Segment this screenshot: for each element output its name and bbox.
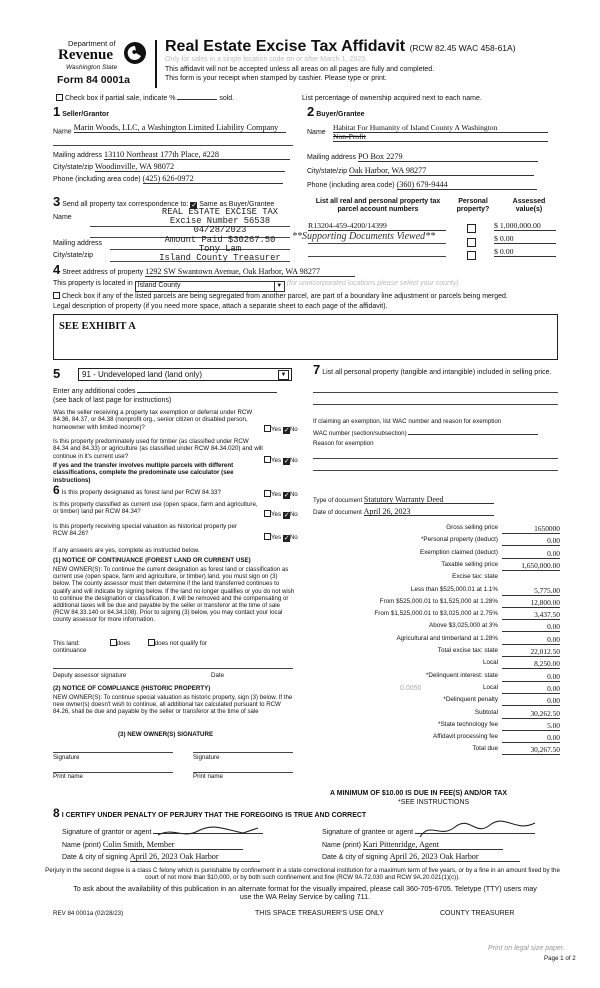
use-code-select[interactable]: [78, 368, 292, 381]
county-treasurer: COUNTY TREASURER: [440, 910, 515, 917]
alt-format-notice: To ask about the availability of this publication in an alternate format for the visually impaired, please call 360-705-6705. Teletype (TTY) users may use the WA Relay Service by calling 711.: [73, 884, 537, 902]
land-row: This land: does does not qualify for: [53, 640, 208, 647]
watermark-note: Only for sales in a single location code on or after March 1, 2023.: [165, 56, 367, 63]
see-instructions: *SEE INSTRUCTIONS: [398, 799, 470, 806]
wac-row: WAC number (section/subsection): [313, 430, 538, 437]
calc-value[interactable]: 1,650,000.00: [502, 561, 560, 571]
buyer-mail-row: Mailing address PO Box 2279: [307, 153, 538, 162]
owner-sig-label-1: Signature: [53, 754, 80, 761]
seller-mail-row: Mailing address 13110 Northeast 177th Place, #228: [53, 151, 290, 160]
calc-value[interactable]: 0.00: [502, 635, 560, 645]
treasurer-use-only: THIS SPACE TREASURER'S USE ONLY: [255, 910, 384, 917]
section5-num: 5: [53, 366, 61, 381]
calc-value[interactable]: 0.00: [502, 672, 560, 682]
section3-name-label: Name: [53, 214, 72, 221]
seller-heading: 1 Seller/Grantor: [53, 104, 109, 119]
title-rcw: (RCW 82.45 WAC 458-61A): [409, 43, 516, 53]
partial-sale-checkbox[interactable]: [56, 94, 63, 101]
supporting-docs-stamp: **Supporting Documents Viewed**: [292, 231, 436, 242]
section3-city-label: City/state/zip: [53, 252, 94, 259]
buyer-name-label: Name: [307, 129, 326, 136]
dept-line: Department of: [68, 39, 116, 48]
dropdown-arrow-icon: ▼: [274, 282, 284, 291]
calc-label: Local: [482, 659, 498, 667]
calc-row: [310, 536, 560, 547]
calc-value[interactable]: 30,267.50: [502, 745, 560, 755]
calc-row: [310, 622, 560, 633]
grantor-name[interactable]: Colin Smith, Member: [103, 841, 243, 850]
legal-desc-text: SEE EXHIBIT A: [59, 321, 136, 332]
calc-row: [310, 672, 560, 683]
exemption-no[interactable]: ✓: [283, 427, 290, 434]
assessed-1[interactable]: $ 1,000,000.00: [494, 221, 556, 231]
additional-codes-row: Enter any additional codes: [53, 388, 277, 396]
timber-yes[interactable]: [264, 456, 271, 463]
minimum-due: A MINIMUM OF $10.00 IS DUE IN FEE(S) AND/OR TAX: [330, 790, 508, 797]
calc-row: [310, 586, 560, 597]
current-use-yes[interactable]: [264, 510, 271, 517]
buyer-phone[interactable]: (360) 679-9444: [397, 181, 537, 190]
doc-date[interactable]: April 26, 2023: [364, 508, 494, 516]
seller-name[interactable]: Marin Woods, LLC, a Washington Limited Liability Company: [74, 124, 286, 133]
calc-row: [310, 721, 560, 732]
calc-row: [310, 635, 560, 646]
forest-no[interactable]: ✓: [283, 492, 290, 499]
timber-no[interactable]: ✓: [283, 458, 290, 465]
calc-row: [310, 561, 560, 572]
calc-row: [310, 733, 560, 744]
calc-label: *State technology fee: [438, 720, 498, 728]
county-value: Island County: [137, 282, 181, 289]
historic-yes[interactable]: [264, 533, 271, 540]
calc-label: Total due: [472, 745, 498, 753]
grantor-sig-row: Signature of grantor or agent: [62, 829, 263, 837]
grantee-date-row: Date & city of signing April 26, 2023 Oak Harbor: [322, 853, 520, 862]
partial-sale-percent[interactable]: [177, 99, 217, 100]
calc-label: Agricultural and timberland at 1.28%: [396, 634, 498, 642]
calc-row: [310, 684, 560, 695]
timber-answer: Yes ✓No: [264, 456, 298, 465]
seller-city[interactable]: Woodinville, WA 98072: [95, 163, 285, 172]
partial-sale-row: [56, 94, 234, 103]
notice-continuance-text: NEW OWNER(S): To continue the current designation as forest land or classification as current use (open space, farm and agriculture, or timber) land, you must sign on (3) below. The county assessor must then determine if the land transferred continues to qualify and will indicate by signing below. If the land no longer qualifies or you do not wish to continue the designation or classification, it will be removed and the compensating or additional taxes will be due and payable by the seller or transferor at the time of sale (RCW 84.33.140 or 84.34.108). Prior to signing (3) below, you may contact your local county assessor for more information.: [53, 566, 295, 624]
owner-print-label-1: Print name: [53, 773, 83, 780]
stamp-line-1: REAL ESTATE EXCISE TAX: [161, 207, 279, 217]
use-code-value: 91 - Undeveloped land (land only): [82, 370, 203, 379]
exemption-reason-label: Reason for exemption: [313, 440, 374, 447]
notice-continuance-heading: (1) NOTICE OF CONTINUANCE (FOREST LAND OR CURRENT USE): [53, 557, 251, 564]
calc-label: *Personal property (deduct): [420, 536, 498, 544]
calc-label: Subtotal: [474, 708, 498, 716]
exemption-question: Was the seller receiving a property tax exemption or deferral under RCW 84.36, 84.37, or 84.38 (nonprofit org., senior citizen or disabled person, homeowner with limited income)?: [53, 409, 253, 431]
grantor-signature-icon: [153, 825, 263, 839]
timber-question: Is this property predominately used for timber (as classified under RCW 84.34 and 84.33) or agriculture (as classified under RCW 84.34.020) and will continue in it's current use?: [53, 438, 263, 460]
exemption-claim-label: If claiming an exemption, list WAC number and reason for exemption: [313, 418, 502, 425]
calc-label: Total excise tax: state: [437, 647, 498, 654]
legal-desc-box[interactable]: [53, 314, 558, 360]
parcels-header: List all real and personal property tax parcel account numbers: [315, 198, 441, 214]
dor-swirl-icon: [122, 40, 148, 66]
calc-label: Above $3,025,000 at 3%: [429, 622, 498, 630]
calc-label: From $525,000.01 to $1,525,000 at 1.28%: [379, 597, 498, 605]
calc-value[interactable]: 0.00: [502, 549, 560, 559]
seller-city-row: City/state/zip Woodinville, WA 98072: [53, 163, 285, 172]
codes-note: (see back of last page for instructions): [53, 397, 172, 404]
page-title: [165, 38, 516, 56]
grantee-sig-row: Signature of grantee or agent: [322, 829, 535, 837]
calc-row: [310, 598, 560, 609]
calc-label: From $1,525,000.01 to $3,025,000 at 2.75%: [374, 610, 498, 618]
calc-value[interactable]: 1650000: [502, 524, 560, 534]
stamp-line-6: Island County Treasurer: [159, 253, 281, 264]
form-rev: REV 84 0001a (02/28/23): [53, 910, 124, 917]
state-line: Washington State: [66, 64, 118, 71]
notice-compliance-text: NEW OWNER(S): To continue special valuation as historic property, sign (3) below. If the new owner(s) doesn't wish to continue, all additional tax calculated pursuant to RCW 84.26, shall be due and payable by the seller or transferor at the time of sale: [53, 694, 293, 716]
calc-row: [310, 696, 560, 707]
section3-heading: 3 Send all property tax correspondence to: ✓ Same as Buyer/Grantee: [53, 194, 275, 209]
treasurer-stamp: [150, 208, 290, 263]
property-address[interactable]: 1292 SW Swantown Avenue, Oak Harbor, WA 98277: [145, 268, 355, 277]
header-divider: [155, 40, 157, 88]
local-rate: 0.0050: [400, 685, 422, 692]
deputy-date-label: Date: [211, 672, 225, 679]
calc-value[interactable]: 0.00: [502, 622, 560, 632]
seller-name-row: [53, 124, 293, 137]
located-row: This property is located in Island County ▼ (for unincorporated locations please select your county): [53, 280, 459, 292]
stamp-line-4: Amount Paid $30267.50: [164, 234, 276, 245]
section3-mail-label: Mailing address: [53, 240, 103, 247]
personal-property-header: Personal property?: [456, 198, 490, 214]
stamp-line-3: 04/28/2023: [193, 225, 247, 236]
buyer-heading: 2 Buyer/Grantee: [307, 104, 365, 119]
calc-value[interactable]: 22,012.50: [502, 647, 560, 657]
legal-desc-label: Legal description of property (if you need more space, attach a separate sheet to each page of the affidavit).: [53, 303, 388, 310]
calc-row: [310, 573, 560, 584]
owner-sig-label-2: Signature: [193, 754, 220, 761]
title-text: Real Estate Excise Tax Affidavit: [165, 38, 406, 55]
calc-label: Local: [482, 683, 498, 691]
additional-codes-input[interactable]: [137, 392, 277, 393]
ownership-note: List percentage of ownership acquired next to each name.: [302, 95, 482, 102]
new-owner-sig-heading: (3) NEW OWNER(S) SIGNATURE: [118, 731, 214, 738]
owner-print-label-2: Print name: [193, 773, 223, 780]
calc-row: [310, 610, 560, 621]
assessed-2[interactable]: $ 0.00: [494, 234, 556, 244]
current-use-no[interactable]: ✓: [283, 512, 290, 519]
notice-2: This form is your receipt when stamped by cashier. Please type or print.: [165, 75, 387, 82]
personal-property-heading: 7 List all personal property (tangible and intangible) included in selling price.: [313, 362, 552, 377]
grantee-name[interactable]: Kari Pittenridge, Agent: [363, 841, 503, 850]
stamp-line-5: Tony Lam: [198, 243, 242, 254]
assessed-3[interactable]: $ 0.00: [494, 247, 556, 257]
seller-phone-row: Phone (including area code) (425) 626-0972: [53, 175, 283, 184]
calc-label: Taxable selling price: [441, 560, 498, 568]
continuance-label: continuance: [53, 647, 87, 654]
grantor-name-row: Name (print) Colin Smith, Member: [62, 841, 243, 850]
calc-value[interactable]: 0.00: [502, 733, 560, 743]
grantor-signature[interactable]: [153, 833, 263, 834]
calc-label: Gross selling price: [446, 524, 498, 531]
calc-value[interactable]: 12,800.00: [502, 598, 560, 608]
buyer-phone-row: Phone (including area code) (360) 679-9444: [307, 181, 537, 190]
buyer-city[interactable]: Oak Harbor, WA 98277: [349, 167, 534, 176]
calc-value[interactable]: 5,775.00: [502, 586, 560, 596]
buyer-city-row: City/state/zip Oak Harbor, WA 98277: [307, 167, 534, 176]
county-select[interactable]: [135, 281, 285, 292]
calc-label: *Delinquent interest: state: [425, 671, 498, 679]
historic-answer: Yes ✓No: [264, 533, 298, 542]
legal-paper-note: Print on legal size paper.: [488, 945, 565, 952]
calc-value[interactable]: 0.00: [502, 696, 560, 706]
calc-row: [310, 647, 560, 658]
timber-note: If yes and the transfer involves multiple parcels with different classifications, complete the predominate use calculator (see instructions): [53, 462, 234, 484]
stamp-line-2: Excise Number 56538: [169, 216, 271, 227]
calc-value[interactable]: 8,250.00: [502, 659, 560, 669]
wac-input[interactable]: [408, 434, 538, 435]
sold-label: sold.: [219, 95, 235, 102]
calc-label: *Delinquent penalty: [443, 696, 498, 704]
parcel-1[interactable]: R13204-459-4200/14399: [308, 221, 446, 231]
segregated-row: Check box if any of the listed parcels are being segregated from another parcel, are part of a boundary line adjustment or parcels being merged.: [53, 292, 508, 301]
grantee-date[interactable]: April 26, 2023 Oak Harbor: [390, 853, 520, 862]
buyer-mail[interactable]: PO Box 2279: [358, 153, 538, 162]
grantee-name-row: Name (print) Kari Pittenridge, Agent: [322, 841, 503, 850]
section4-row: 4 Street address of property 1292 SW Swantown Avenue, Oak Harbor, WA 98277: [53, 266, 355, 277]
grantee-signature-icon: [415, 819, 545, 841]
forest-answer: Yes ✓No: [264, 490, 298, 499]
certify-line: 8 I CERTIFY UNDER PENALTY OF PERJURY THAT THE FOREGOING IS TRUE AND CORRECT: [53, 806, 367, 820]
page-number: Page 1 of 2: [544, 955, 576, 962]
calc-value[interactable]: 0.00: [502, 684, 560, 694]
seller-name-rule2: [53, 145, 293, 146]
calc-row: [310, 524, 560, 535]
calc-value[interactable]: 0.00: [502, 536, 560, 546]
calc-value[interactable]: 30,262.50: [502, 709, 560, 719]
county-hint: (for unincorporated locations please select your county): [286, 280, 459, 287]
forest-yes[interactable]: [264, 490, 271, 497]
doc-date-row: Date of document April 26, 2023: [313, 508, 494, 516]
calc-label: Excise tax: state: [452, 573, 498, 581]
doc-type-row: Type of document Statutory Warranty Deed: [313, 496, 494, 504]
form-number: Form 84 0001a: [57, 74, 130, 86]
seller-name-label: Name: [53, 128, 72, 136]
exemption-answer: Yes ✓No: [264, 425, 298, 434]
calc-row: [310, 745, 560, 756]
historic-question: Is this property receiving special valuation as historical property per RCW 84.26?: [53, 523, 237, 538]
grantor-date-row: Date & city of signing April 26, 2023 Oak Harbor: [62, 853, 260, 862]
grantor-date[interactable]: April 26, 2023 Oak Harbor: [130, 853, 260, 862]
segregated-checkbox[interactable]: [53, 292, 60, 299]
dropdown-arrow-icon: ▼: [278, 370, 289, 380]
historic-no[interactable]: ✓: [283, 535, 290, 542]
seller-phone[interactable]: (425) 626-0972: [143, 175, 283, 184]
calc-row: [310, 709, 560, 720]
exemption-yes[interactable]: [264, 425, 271, 432]
grantee-signature[interactable]: [415, 833, 535, 834]
buyer-name-1[interactable]: Habitat For Humanity of Island County A Washington: [333, 123, 548, 133]
if-yes-instr: If any answers are yes, complete as instructed below.: [53, 547, 200, 554]
deputy-sig-label: Deputy assessor signature: [53, 672, 127, 679]
calc-label: Exemption claimed (deduct): [419, 548, 498, 556]
does-not-checkbox[interactable]: [148, 639, 155, 646]
notice-compliance-heading: (2) NOTICE OF COMPLIANCE (HISTORIC PROPERTY): [53, 685, 211, 692]
calc-value[interactable]: 3,437.50: [502, 610, 560, 620]
calc-label: Affidavit processing fee: [433, 733, 498, 741]
current-use-question: Is this property classified as current use (open space, farm and agriculture, or timber) land per RCW 84.34?: [53, 501, 258, 516]
notice-1: This affidavit will not be accepted unless all areas on all pages are fully and completed.: [165, 66, 435, 73]
seller-mail[interactable]: 13110 Northeast 177th Place, #228: [104, 151, 290, 160]
pp-checkbox-3[interactable]: [467, 246, 476, 264]
same-as-buyer-checkbox[interactable]: ✓: [191, 202, 198, 209]
does-checkbox[interactable]: [110, 639, 117, 646]
buyer-name-2[interactable]: Non-Profit: [333, 132, 548, 142]
calc-label: Less than $525,000.01 at 1.1%: [410, 585, 498, 593]
calc-row: [310, 659, 560, 670]
current-use-answer: Yes ✓No: [264, 510, 298, 519]
dept-name: Revenue: [58, 47, 113, 63]
perjury-notice: Perjury in the second degree is a class C felony which is punishable by confinement in a state correctional institution for a maximum term of five years, or by a fine in an amount fixed by the court of not more than $10,000, or by both such confinement and fine (RCW 9A.72.030 and RCW 9A.20.021(1)(c)).: [45, 867, 560, 882]
calc-row: [310, 549, 560, 560]
doc-type[interactable]: Statutory Warranty Deed: [364, 496, 494, 504]
partial-sale-label: Check box if partial sale, indicate %: [64, 95, 176, 102]
forest-question: 6 Is this property designated as forest land per RCW 84.33?: [53, 483, 221, 497]
calc-value[interactable]: 5.00: [502, 721, 560, 731]
assessed-header: Assessed value(s): [512, 198, 546, 214]
